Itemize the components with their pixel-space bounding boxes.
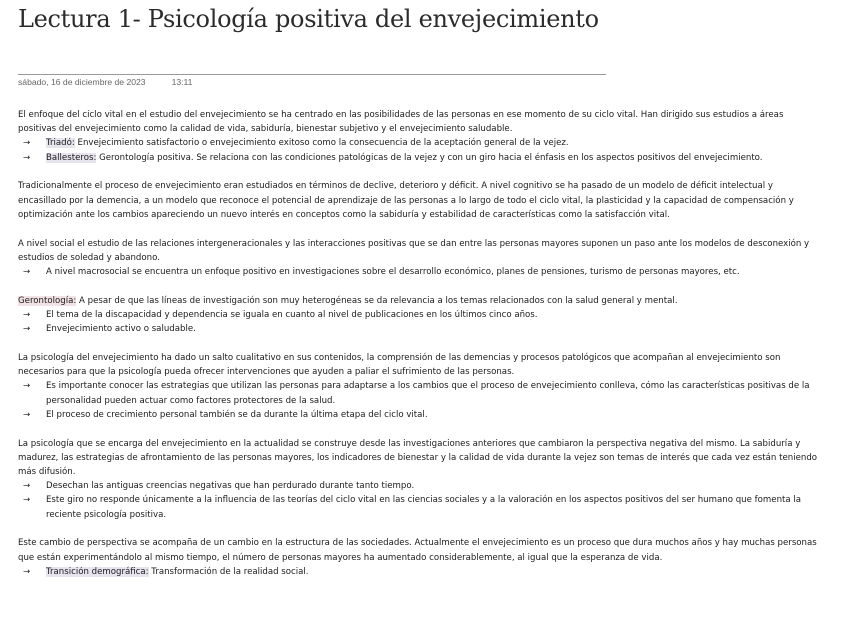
note-metadata xyxy=(18,74,606,87)
highlighted-term: Gerontología: xyxy=(18,295,77,306)
text-run: Este giro no responde únicamente a la influencia de las teorías del ciclo vital en las ciencias sociales y a la valoración en los aspectos positivos del ser humano que fomenta la reciente psicología positiva. xyxy=(46,495,802,520)
paragraph-spacer xyxy=(18,222,818,237)
note-time: 13:11 xyxy=(171,77,193,87)
paragraph xyxy=(18,179,818,222)
text-run: La psicología que se encarga del envejecimiento en la actualidad se construye desde las investigaciones anteriores que cambiaron la perspectiva negativa del mismo. La sabiduría y madurez, las estrategias de afrontamiento de las personas mayores, los indicadores de bienestar y la calidad de vida durante la vejez son temas de interés que cada vez están teniendo más difusión. xyxy=(18,438,818,478)
text-run: Gerontología positiva. Se relaciona con las condiciones patológicas de la vejez y con un giro hacia el énfasis en los aspectos positivos del envejecimiento. xyxy=(96,152,763,163)
text-run: Tradicionalmente el proceso de envejecimiento eran estudiados en términos de declive, deterioro y déficit. A nivel cognitivo se ha pasado de un modelo de déficit intelectual y encasillado por la demencia, a un modelo que reconoce el potencial de aprendizaje de las personas a lo largo de todo el ciclo vital, la plasticidad y la capacidad de compensación y optimización ante los cambios apareciendo un nuevo interés en conceptos como la sabiduría y estabilidad de características como la satisfacción vital. xyxy=(18,181,794,220)
paragraph-spacer xyxy=(18,165,818,180)
paragraph xyxy=(18,294,818,308)
arrow-bullet-icon: → xyxy=(23,409,31,420)
arrow-bullet-icon: → xyxy=(23,138,31,149)
bullet-item xyxy=(18,265,818,279)
paragraph xyxy=(18,237,818,265)
bullet-item xyxy=(18,379,818,407)
paragraph-spacer xyxy=(18,522,818,537)
paragraph xyxy=(18,536,818,564)
text-run: El enfoque del ciclo vital en el estudio del envejecimiento se ha centrado en las posibilidades de las personas en ese momento de su ciclo vital. Han dirigido sus estudios a áreas positivas del envejecimiento como la calidad de vida, sabiduría, bienestar subjetivo y el envejecimiento saludable. xyxy=(18,110,784,135)
text-run: Es importante conocer las estrategias que utilizan las personas para adaptarse a los cambios que el proceso de envejecimiento conlleva, cómo las características positivas de la personalidad pueden actuar como factores protectores de la salud. xyxy=(46,381,810,406)
paragraph xyxy=(18,108,818,136)
paragraph xyxy=(18,351,818,379)
bullet-item xyxy=(18,493,818,521)
text-run: A nivel macrosocial se encuentra un enfoque positivo en investigaciones sobre el desarrollo económico, planes de pensiones, turismo de personas mayores, etc. xyxy=(46,267,740,278)
arrow-bullet-icon: → xyxy=(23,267,31,278)
text-run: Envejecimiento satisfactorio o envejecimiento exitoso como la consecuencia de la aceptación general de la vejez. xyxy=(74,138,569,149)
arrow-bullet-icon: → xyxy=(23,481,31,492)
bullet-item xyxy=(18,479,818,493)
bullet-item xyxy=(18,565,818,579)
highlighted-term: Triadó: xyxy=(46,138,75,149)
text-run: La psicología del envejecimiento ha dado un salto cualitativo en sus contenidos, la comprensión de las demencias y procesos patológicos que acompañan al envejecimiento son necesarios para que la psicología pueda ofrecer intervenciones que ayuden a paliar el sufrimiento de las personas. xyxy=(18,353,781,378)
bullet-item xyxy=(18,308,818,322)
arrow-bullet-icon: → xyxy=(23,310,31,321)
bullet-item xyxy=(18,136,818,150)
text-run: Envejecimiento activo o saludable. xyxy=(46,324,196,335)
note-date: sábado, 16 de diciembre de 2023 xyxy=(18,77,146,87)
paragraph-spacer xyxy=(18,422,818,437)
arrow-bullet-icon: → xyxy=(23,324,31,335)
paragraph-spacer xyxy=(18,279,818,294)
text-run: A pesar de que las líneas de investigación son muy heterogéneas se da relevancia a los temas relacionados con la salud general y mental. xyxy=(76,295,678,306)
arrow-bullet-icon: → xyxy=(23,152,31,163)
bullet-item xyxy=(18,322,818,336)
bullet-item xyxy=(18,408,818,422)
arrow-bullet-icon: → xyxy=(23,566,31,577)
text-run: Transformación de la realidad social. xyxy=(148,566,309,577)
text-run: El tema de la discapacidad y dependencia se iguala en cuanto al nivel de publicaciones en los últimos cinco años. xyxy=(46,310,538,321)
arrow-bullet-icon: → xyxy=(23,495,31,506)
text-run: Este cambio de perspectiva se acompaña de un cambio en la estructura de las sociedades. Actualmente el envejecimiento es un proceso que dura muchos años y hay muchas personas que están experimentándolo al mismo tiempo, el número de personas mayores ha aumentado considerablemente, al igual que la esperanza de vida. xyxy=(18,538,817,563)
page-title: Lectura 1- Psicología positiva del envejecimiento xyxy=(18,5,599,33)
bullet-item xyxy=(18,151,818,165)
arrow-bullet-icon: → xyxy=(23,381,31,392)
text-run: El proceso de crecimiento personal también se da durante la última etapa del ciclo vital. xyxy=(46,409,428,420)
note-body[interactable] xyxy=(18,108,818,579)
paragraph xyxy=(18,437,818,480)
highlighted-term: Transición demográfica: xyxy=(46,566,149,577)
text-run: Desechan las antiguas creencias negativas que han perdurado durante tanto tiempo. xyxy=(46,481,415,492)
paragraph-spacer xyxy=(18,336,818,351)
text-run: A nivel social el estudio de las relaciones intergeneracionales y las interacciones positivas que se dan entre las personas mayores suponen un paso ante los modelos de desconexión y estudios de soledad y abandono. xyxy=(18,238,810,263)
highlighted-term: Ballesteros: xyxy=(46,152,97,163)
